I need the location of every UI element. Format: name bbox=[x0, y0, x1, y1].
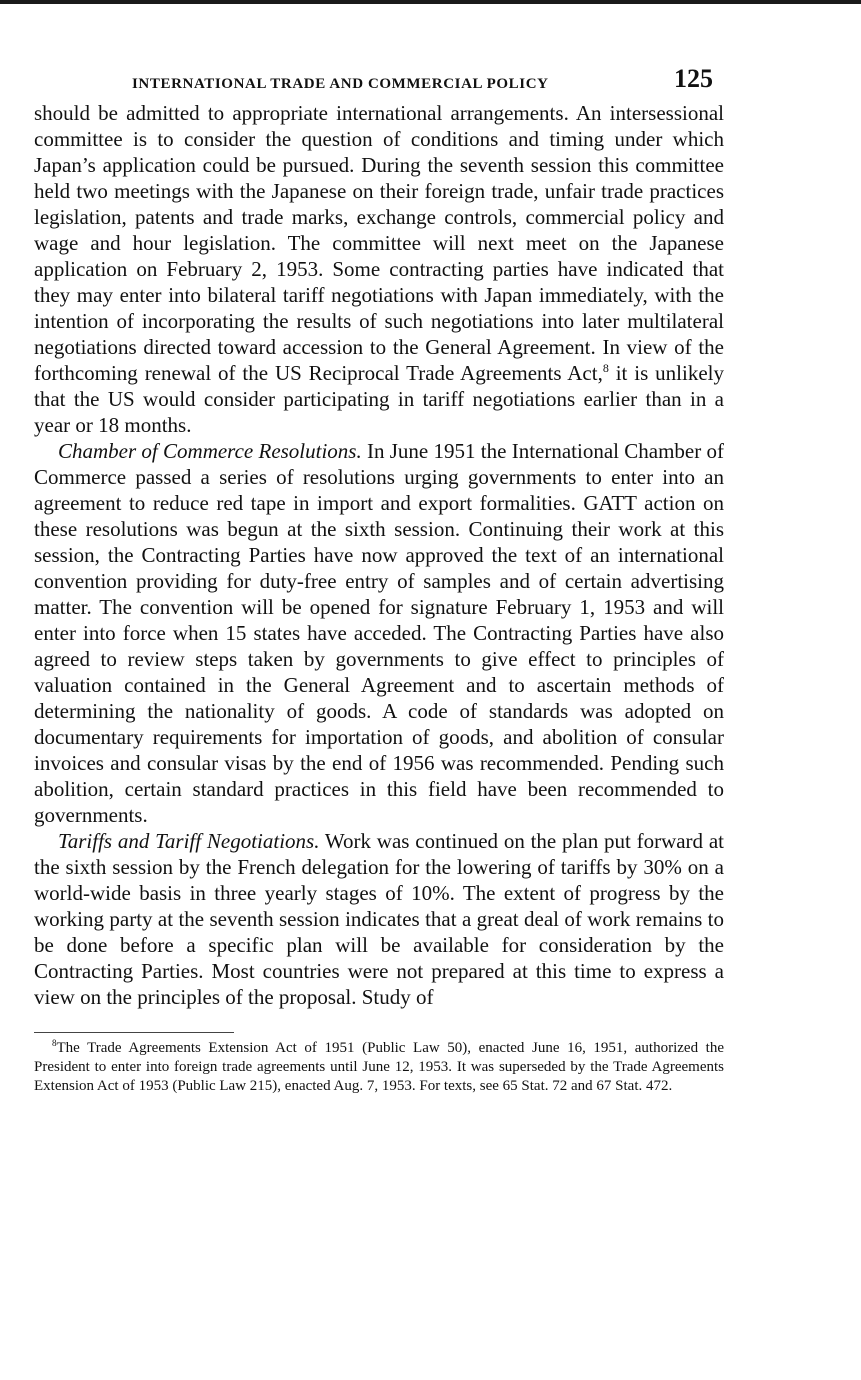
paragraph-text: should be admitted to appropriate international arrangements. An intersessional committee is to consider the question of conditions and timing under which Japan’s application could be pursued. During the seventh session this committee held two meetings with the Japanese on their foreign trade, unfair trade practices legislation, patents and trade marks, exchange controls, commercial policy and wage and hour legislation. The committee will next meet on the Japanese application on February 2, 1953. Some contracting parties have indicated that they may enter into bilateral tariff negotiations with Japan immediately, with the intention of incorporating the results of such negotiations into later multilateral negotiations directed toward accession to the General Agreement. In view of the forthcoming renewal of the US Reciprocal Trade Agreements Act, bbox=[34, 101, 724, 385]
paragraph-text-continued: it is unlikely that the US would consider participating in tariff negotiations earlier than in a year or 18 months. bbox=[34, 361, 724, 437]
footnote-reference: 8 bbox=[602, 361, 609, 375]
paragraph-text: Work was continued on the plan put forward at the sixth session by the French delegation for the lowering of tariffs by 30% on a world-wide basis in three yearly stages of 10%. The extent of progress by the working party at the seventh session indicates that a great deal of work remains to be done before a specific plan will be available for consideration by the Contracting Parties. Most countries were not prepared at this time to express a view on the principles of the proposal. Study of bbox=[34, 829, 724, 1009]
footnote-divider bbox=[34, 1032, 234, 1033]
running-head bbox=[34, 60, 724, 100]
paragraph-chamber-of-commerce bbox=[34, 438, 724, 828]
paragraph-text: In June 1951 the International Chamber of Commerce passed a series of resolutions urging governments to enter into an agreement to reduce red tape in import and export formalities. GATT action on these resolutions was begun at the sixth session. Continuing their work at this session, the Contracting Parties have now approved the text of an international convention providing for duty-free entry of samples and of certain advertising matter. The convention will be opened for signature February 1, 1953 and will enter into force when 15 states have acceded. The Contracting Parties have also agreed to review steps taken by governments to give effect to principles of valuation contained in the General Agreement and to ascertain methods of determining the nationality of goods. A code of standards was adopted on documentary requirements for importation of goods, and abolition of consular invoices and consular visas by the end of 1956 was recommended. Pending such abolition, certain standard practices in this field have been recommended to governments. bbox=[34, 439, 724, 827]
running-title: INTERNATIONAL TRADE AND COMMERCIAL POLICY bbox=[132, 76, 549, 92]
footnote-marker: 8 bbox=[52, 1038, 57, 1048]
section-run-in-heading: Chamber of Commerce Resolutions. bbox=[58, 439, 362, 463]
book-page bbox=[34, 60, 724, 1096]
footnote bbox=[34, 1039, 724, 1096]
page-number: 125 bbox=[674, 64, 713, 93]
body-text bbox=[34, 100, 724, 1010]
footnote-text: The Trade Agreements Extension Act of 1951 (Public Law 50), enacted June 16, 1951, authorized the President to enter into foreign trade agreements until June 12, 1953. It was superseded by the Trade Agreements Extension Act of 1953 (Public Law 215), enacted Aug. 7, 1953. For texts, see 65 Stat. 72 and 67 Stat. 472. bbox=[34, 1040, 724, 1094]
paragraph-japan-application bbox=[34, 100, 724, 438]
page-top-edge bbox=[0, 0, 861, 4]
section-run-in-heading: Tariffs and Tariff Negotiations. bbox=[58, 829, 320, 853]
paragraph-tariff-negotiations bbox=[34, 828, 724, 1010]
